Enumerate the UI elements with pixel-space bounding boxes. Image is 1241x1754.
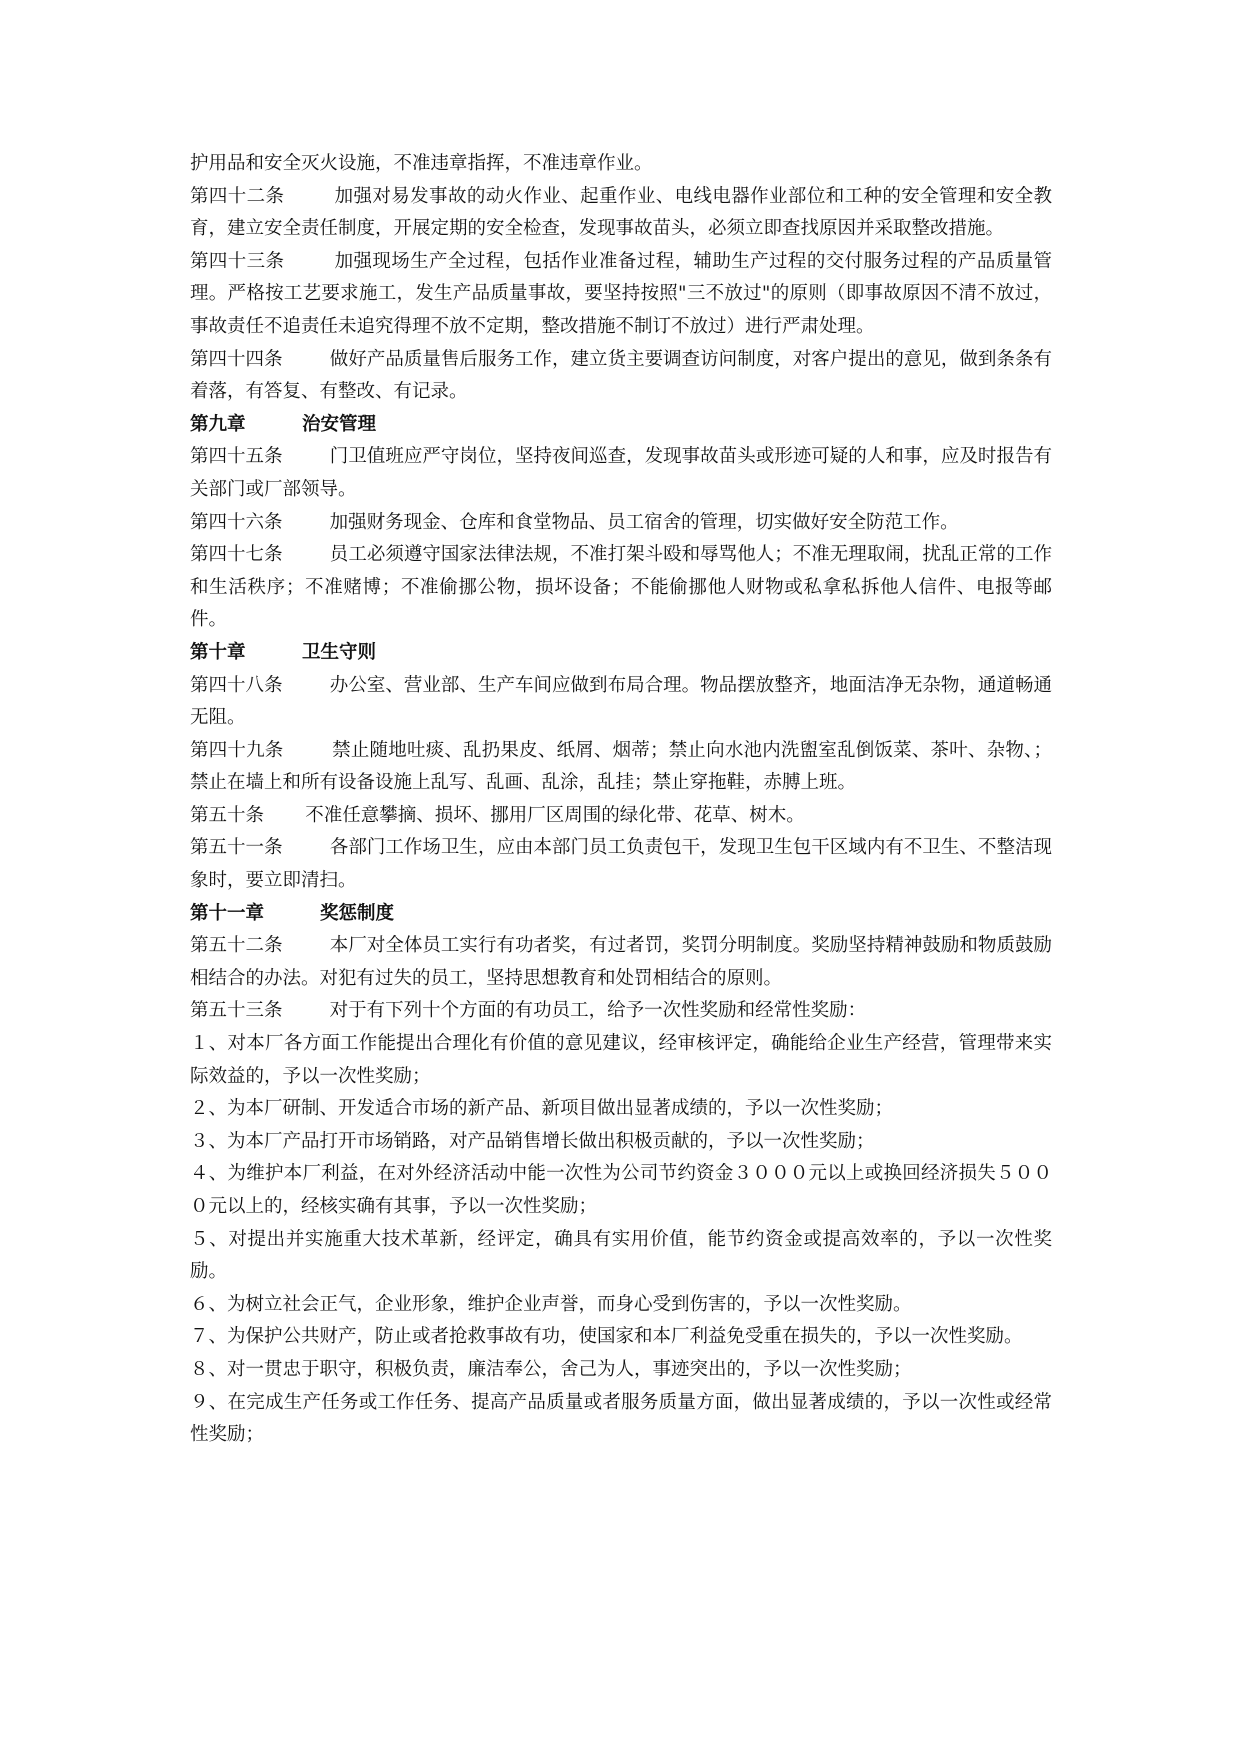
reward-item-1 — [190, 1028, 1052, 1093]
article-text: 加强对易发事故的动火作业、起重作业、电线电器作业部位和工种的安全管理和安全教育，建立安全责任制度，开展定期的安全检查，发现事故苗头，必须立即查找原因并采取整改措施。 — [190, 185, 1052, 240]
article-text: 禁止随地吐痰、乱扔果皮、纸屑、烟蒂；禁止向水池内洗盥室乱倒饭菜、茶叶、杂物、；禁止在墙上和所有设备设施上乱写、乱画、乱涂，乱挂；禁止穿拖鞋，赤膊上班。 — [190, 739, 1052, 794]
article-text: 各部门工作场卫生，应由本部门员工负责包干，发现卫生包干区域内有不卫生、不整洁现象时，要立即清扫。 — [190, 837, 1052, 892]
list-item-text: ３、为本厂产品打开市场销路，对产品销售增长做出积极贡献的，予以一次性奖励； — [190, 1130, 875, 1152]
article-text: 本厂对全体员工实行有功者奖，有过者罚，奖罚分明制度。奖励坚持精神鼓励和物质鼓励相结合的办法。对犯有过失的员工，坚持思想教育和处罚相结合的原则。 — [190, 935, 1052, 989]
article-label: 第四十六条 — [190, 511, 283, 533]
article-52 — [190, 930, 1052, 995]
article-label: 第五十一条 — [190, 837, 283, 859]
list-item-text: １、对本厂各方面工作能提出合理化有价值的意见建议，经审核评定，确能给企业生产经营，管理带来实际效益的，予以一次性奖励； — [190, 1033, 1052, 1087]
article-47 — [190, 539, 1052, 637]
reward-item-6 — [190, 1289, 1052, 1322]
chapter-title: 奖惩制度 — [320, 902, 395, 924]
reward-item-7 — [190, 1321, 1052, 1354]
article-label: 第五十条 — [190, 804, 265, 826]
list-item-text: ８、对一贯忠于职守，积极负责，廉洁奉公，舍己为人，事迹突出的，予以一次性奖励； — [190, 1358, 912, 1380]
list-item-text: ２、为本厂研制、开发适合市场的新产品、新项目做出显著成绩的，予以一次性奖励； — [190, 1098, 894, 1120]
list-item-text: ４、为维护本厂利益，在对外经济活动中能一次性为公司节约资金３０００元以上或换回经济损失５０００元以上的，经核实确有其事，予以一次性奖励； — [190, 1163, 1052, 1217]
article-text: 加强现场生产全过程，包括作业准备过程，辅助生产过程的交付服务过程的产品质量管理。严格按工艺要求施工，发生产品质量事故，要坚持按照"三不放过"的原则（即事故原因不清不放过，事故责任不追责任未追究得理不放不定期，整改措施不制订不放过）进行严肃处理。 — [190, 250, 1052, 337]
article-label: 第四十五条 — [190, 446, 283, 468]
reward-item-8 — [190, 1354, 1052, 1387]
list-item-text: ５、对提出并实施重大技术革新，经评定，确具有实用价值，能节约资金或提高效率的，予以一次性奖励。 — [190, 1228, 1052, 1283]
reward-item-9 — [190, 1387, 1052, 1452]
article-label: 第四十四条 — [190, 348, 283, 370]
paragraph-text: 护用品和安全灭火设施，不准违章指挥，不准违章作业。 — [190, 153, 653, 174]
article-53 — [190, 995, 1052, 1028]
article-text: 办公室、营业部、生产车间应做到布局合理。物品摆放整齐，地面洁净无杂物，通道畅通无阻。 — [190, 674, 1052, 729]
chapter-9-heading — [190, 409, 1052, 442]
article-label: 第四十二条 — [190, 185, 285, 207]
article-43 — [190, 246, 1052, 344]
article-text: 不准任意攀摘、损坏、挪用厂区周围的绿化带、花草、树木。 — [305, 804, 805, 826]
chapter-10-heading — [190, 637, 1052, 670]
chapter-11-heading — [190, 898, 1052, 931]
list-item-text: ７、为保护公共财产，防止或者抢救事故有功，使国家和本厂利益免受重在损失的，予以一次性奖励。 — [190, 1326, 1023, 1348]
chapter-label: 第九章 — [190, 413, 246, 435]
article-51 — [190, 832, 1052, 897]
article-text: 对于有下列十个方面的有功员工，给予一次性奖励和经常性奖励： — [329, 1000, 867, 1022]
article-text: 门卫值班应严守岗位，坚持夜间巡查，发现事故苗头或形迹可疑的人和事，应及时报告有关部门或厂部领导。 — [190, 446, 1052, 500]
article-48 — [190, 670, 1052, 735]
list-item-text: ６、为树立社会正气，企业形象，维护企业声誉，而身心受到伤害的，予以一次性奖励。 — [190, 1293, 912, 1315]
chapter-label: 第十章 — [190, 641, 246, 663]
reward-item-3 — [190, 1126, 1052, 1159]
article-49 — [190, 735, 1052, 800]
paragraph-continuation — [190, 148, 1052, 181]
chapter-title: 治安管理 — [302, 413, 377, 435]
article-text: 做好产品质量售后服务工作，建立货主要调查访问制度，对客户提出的意见，做到条条有着落，有答复、有整改、有记录。 — [190, 348, 1052, 403]
reward-item-4 — [190, 1158, 1052, 1223]
reward-item-5 — [190, 1224, 1052, 1289]
article-50 — [190, 800, 1052, 833]
list-item-text: ９、在完成生产任务或工作任务、提高产品质量或者服务质量方面，做出显著成绩的，予以一次性或经常性奖励； — [190, 1391, 1052, 1446]
article-46 — [190, 507, 1052, 540]
document-page — [190, 148, 1052, 1452]
article-label: 第五十二条 — [190, 935, 283, 957]
article-text: 加强财务现金、仓库和食堂物品、员工宿舍的管理，切实做好安全防范工作。 — [329, 511, 959, 533]
article-text: 员工必须遵守国家法律法规，不准打架斗殴和辱骂他人；不准无理取闹，扰乱正常的工作和生活秩序；不准赌博；不准偷挪公物，损坏设备；不能偷挪他人财物或私拿私拆他人信件、电报等邮件。 — [190, 544, 1052, 631]
article-label: 第四十三条 — [190, 250, 285, 272]
reward-item-2 — [190, 1093, 1052, 1126]
article-label: 第四十九条 — [190, 739, 284, 761]
article-label: 第四十七条 — [190, 544, 283, 566]
article-label: 第五十三条 — [190, 1000, 283, 1022]
article-45 — [190, 441, 1052, 506]
chapter-label: 第十一章 — [190, 902, 265, 924]
article-label: 第四十八条 — [190, 674, 283, 696]
article-44 — [190, 344, 1052, 409]
chapter-title: 卫生守则 — [302, 641, 377, 663]
article-42 — [190, 181, 1052, 246]
